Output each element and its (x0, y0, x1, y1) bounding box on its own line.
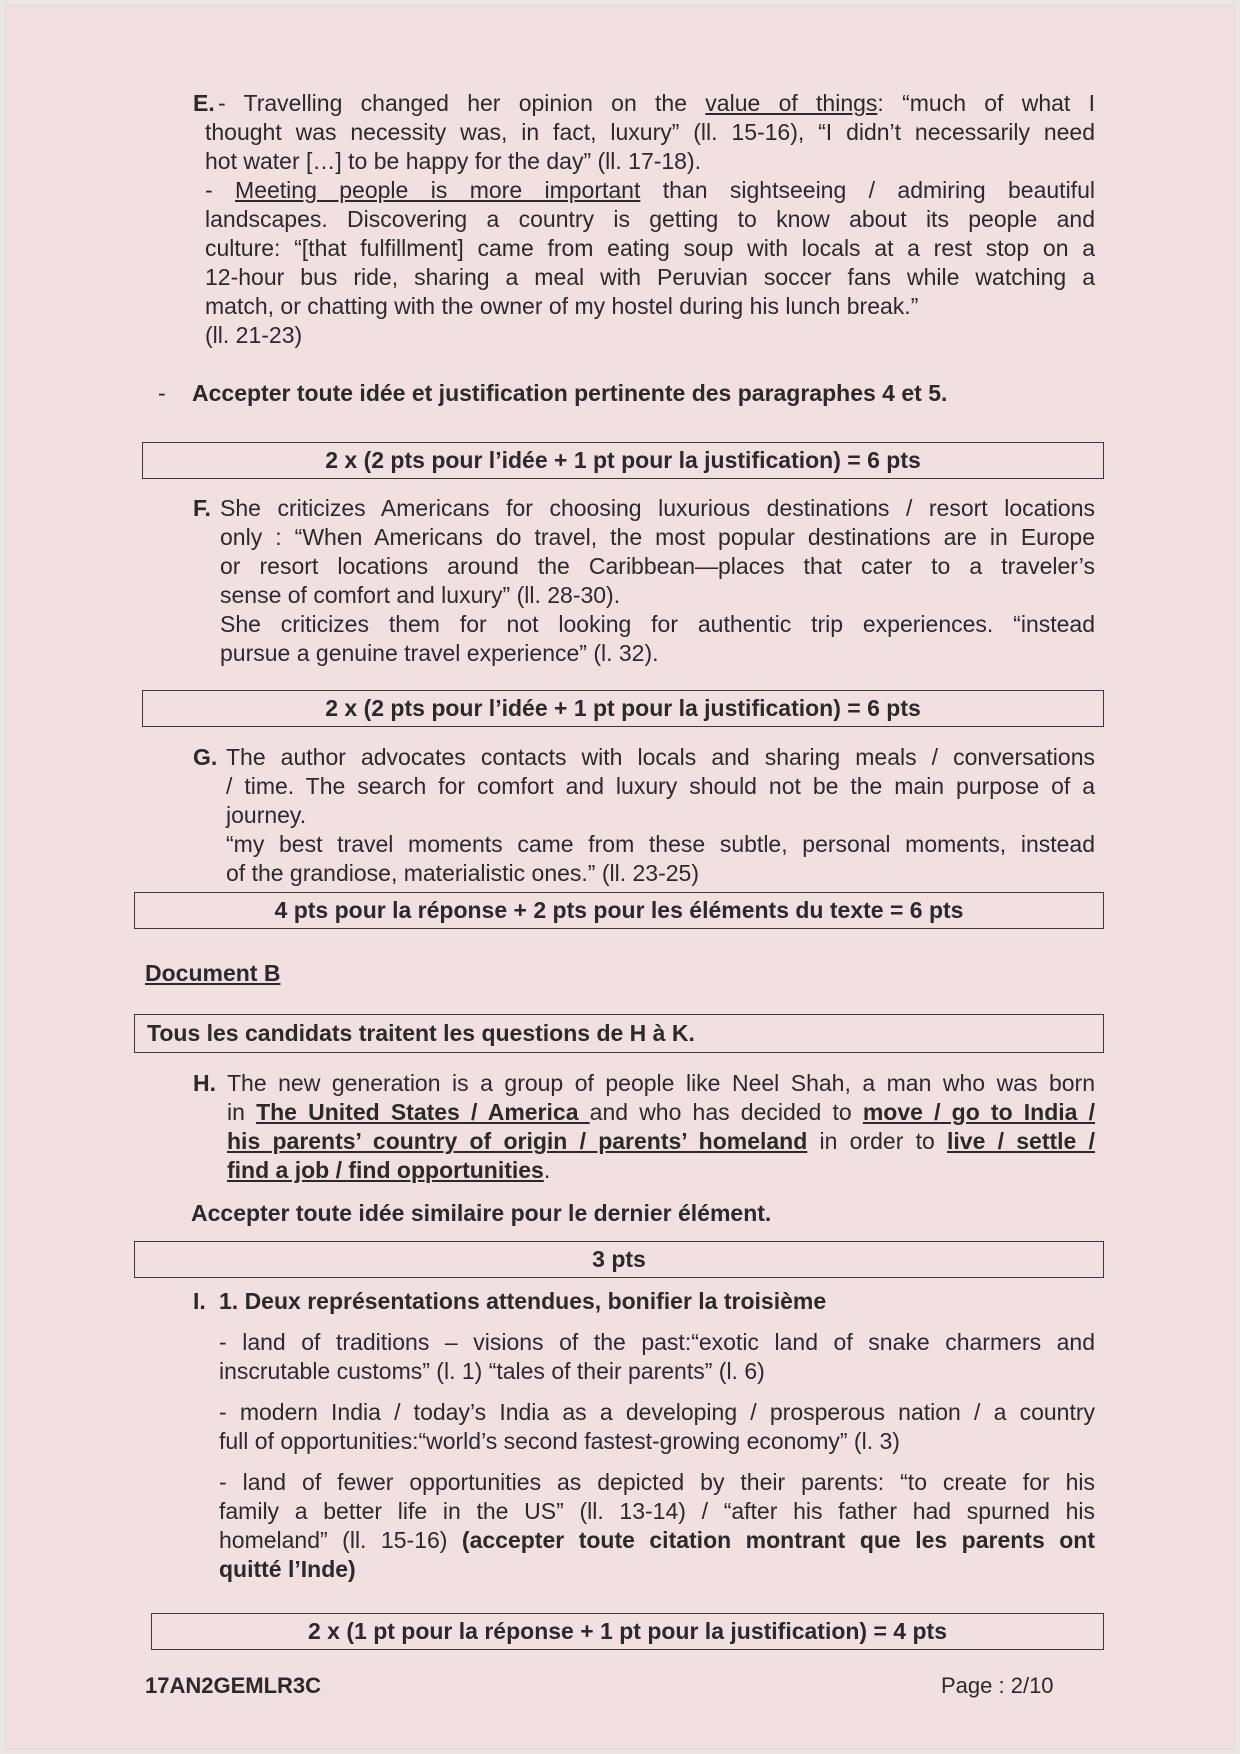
section-i-p2-line1: - modern India / today’s India as a developing / prosperous nation / a country (219, 1399, 1095, 1425)
section-h-line2-pre: in (227, 1099, 257, 1125)
value-of-things-underline: value of things (705, 90, 878, 116)
parents-country-answer: his parents’ country of origin / parents’ homeland (227, 1128, 808, 1154)
section-e-line4 (205, 176, 1095, 205)
section-i-p1-line2: inscrutable customs” (l. 1) “tales of their parents” (l. 6) (219, 1358, 765, 1384)
section-f-line5: She criticizes them for not looking for authentic trip experiences. “instead (220, 611, 1095, 637)
section-h-line2 (227, 1098, 1095, 1127)
section-f-line6: pursue a genuine travel experience” (l. 32). (220, 640, 659, 666)
meeting-people-underline: Meeting people is more important (235, 177, 641, 203)
section-f-label: F. (193, 495, 211, 521)
score-box-3: 4 pts pour la réponse + 2 pts pour les éléments du texte = 6 pts (134, 892, 1104, 929)
section-i-label: I. (193, 1288, 206, 1314)
section-e-line1 (218, 89, 1095, 118)
section-f-line4: sense of comfort and luxury” (ll. 28-30). (220, 582, 621, 608)
section-e-line6: culture: “[that fulfillment] came from eating soup with locals at a rest stop on a (205, 235, 1095, 261)
footer-page-number: Page : 2/10 (941, 1673, 1054, 1698)
section-e-line2: thought was necessity was, in fact, luxury” (ll. 15-16), “I didn’t necessarily need (205, 119, 1095, 145)
section-e-line3: hot water […] to be happy for the day” (ll. 17-18). (205, 148, 702, 174)
section-g-line4: “my best travel moments came from these subtle, personal moments, instead (226, 831, 1095, 857)
footer-code: 17AN2GEMLR3C (145, 1673, 322, 1698)
section-h-line3-mid: in order to (807, 1128, 948, 1154)
section-h-line1: The new generation is a group of people like Neel Shah, a man who was born (227, 1070, 1095, 1096)
section-f-line2: only : “When Americans do travel, the most popular destinations are in Europe (220, 524, 1095, 550)
section-e-line1-post: : “much of what I (877, 90, 1095, 116)
section-e-label: E. (193, 90, 215, 116)
section-g-line3: journey. (226, 802, 307, 828)
score-box-2: 2 x (2 pts pour l’idée + 1 pt pour la justification) = 6 pts (142, 690, 1104, 727)
section-e-line4-pre: - (205, 177, 236, 203)
document-page (6, 6, 1234, 1748)
move-to-india-answer: move / go to India / (862, 1099, 1095, 1125)
section-g-line5: of the grandiose, materialistic ones.” (ll. 23-25) (226, 860, 699, 886)
section-i-p3-line1: - land of fewer opportunities as depicted by their parents: “to create for his (219, 1469, 1095, 1495)
accept-similar-text: Accepter toute idée similaire pour le dernier élément. (191, 1200, 772, 1226)
section-i-p3-line3 (219, 1526, 1095, 1555)
section-i-p1-line1: - land of traditions – visions of the past:“exotic land of snake charmers and (219, 1329, 1095, 1355)
section-h-line3 (227, 1127, 1095, 1156)
section-f-line3: or resort locations around the Caribbean—places that cater to a traveler’s (220, 553, 1095, 579)
section-f-line1: She criticizes Americans for choosing luxurious destinations / resort locations (220, 495, 1095, 521)
instruction-box: Tous les candidats traitent les questions de H à K. (134, 1014, 1104, 1053)
accept45-text: Accepter toute idée et justification pertinente des paragraphes 4 et 5. (192, 380, 948, 406)
section-g-line2: / time. The search for comfort and luxury should not be the main purpose of a (226, 773, 1095, 799)
section-e-line9: (ll. 21-23) (205, 322, 303, 348)
section-e-line1-pre: - Travelling changed her opinion on the (218, 90, 706, 116)
document-b-heading: Document B (145, 960, 281, 986)
section-i-p2-line2: full of opportunities:“world’s second fastest-growing economy” (l. 3) (219, 1428, 900, 1454)
section-e-line8: match, or chatting with the owner of my hostel during his lunch break.” (205, 293, 919, 319)
section-e-line4-post: than sightseeing / admiring beautiful (640, 177, 1095, 203)
section-i-p3-line3-pre: homeland” (ll. 15-16) (219, 1527, 462, 1553)
section-h-line4 (227, 1156, 1095, 1185)
section-e-line5: landscapes. Discovering a country is getting to know about its people and (205, 206, 1095, 232)
section-h-line4-post: . (543, 1157, 551, 1183)
section-e-line7: 12-hour bus ride, sharing a meal with Peruvian soccer fans while watching a (205, 264, 1095, 290)
section-h-label: H. (193, 1070, 216, 1096)
live-settle-answer: live / settle / (947, 1128, 1095, 1154)
section-g-label: G. (193, 744, 218, 770)
section-h-line2-mid: and who has decided to (589, 1099, 863, 1125)
section-g-line1: The author advocates contacts with locals and sharing meals / conversations (226, 744, 1095, 770)
score-box-6: 2 x (1 pt pour la réponse + 1 pt pour la justification) = 4 pts (151, 1613, 1104, 1650)
section-i-heading: 1. Deux représentations attendues, bonifier la troisième (219, 1288, 827, 1314)
find-job-answer: find a job / find opportunities (227, 1157, 544, 1183)
section-i-p3-line3-bold: (accepter toute citation montrant que les parents ont (461, 1527, 1096, 1553)
united-states-answer: The United States / America (256, 1099, 590, 1125)
score-box-1: 2 x (2 pts pour l’idée + 1 pt pour la justification) = 6 pts (142, 442, 1104, 479)
section-i-p3-line4: quitté l’Inde) (219, 1556, 356, 1582)
section-i-p3-line2: family a better life in the US” (ll. 13-14) / “after his father had spurned his (219, 1498, 1095, 1524)
accept45-dash: - (158, 380, 166, 406)
score-box-5: 3 pts (134, 1241, 1104, 1278)
